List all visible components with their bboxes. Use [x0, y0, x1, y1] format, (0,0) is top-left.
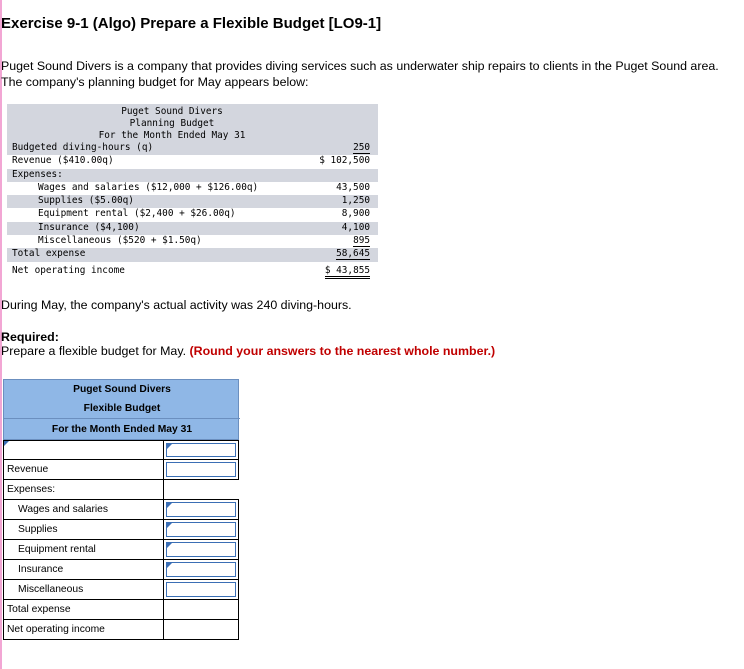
- supplies-label: Supplies: [4, 520, 164, 540]
- table-row: [4, 500, 239, 520]
- pb-row: Insurance ($4,100) 4,100: [7, 222, 378, 235]
- required-section: [1, 330, 495, 358]
- flexible-budget-header: [3, 379, 239, 440]
- activity-label-cell[interactable]: [4, 441, 164, 460]
- net-income-cell: [164, 620, 239, 640]
- input-flag-icon: [4, 441, 9, 446]
- supplies-cell[interactable]: [164, 520, 239, 540]
- fb-period: For the Month Ended May 31: [51, 424, 193, 435]
- input-flag-icon: [167, 563, 172, 568]
- pb-row: Expenses:: [7, 169, 378, 182]
- exercise-title: Exercise 9-1 (Algo) Prepare a Flexible Budget [LO9-1]: [1, 15, 382, 32]
- misc-input[interactable]: [166, 582, 236, 597]
- table-row: [4, 540, 239, 560]
- total-expense-label: Total expense: [4, 600, 164, 620]
- pb-row: Net operating income $ 43,855: [7, 262, 378, 278]
- fb-name: Flexible Budget: [83, 403, 161, 414]
- pb-name: Planning Budget: [129, 118, 215, 129]
- table-row: [4, 520, 239, 540]
- insurance-label: Insurance: [4, 560, 164, 580]
- net-income-label: Net operating income: [4, 620, 164, 640]
- equipment-input[interactable]: [166, 542, 236, 557]
- revenue-label: Revenue: [4, 460, 164, 480]
- pb-row: Budgeted diving-hours (q) 250: [7, 142, 378, 155]
- actual-activity-text: During May, the company's actual activity was 240 diving-hours.: [1, 298, 352, 312]
- input-flag-icon: [167, 503, 172, 508]
- equipment-label: Equipment rental: [4, 540, 164, 560]
- pb-row: Revenue ($410.00q) $ 102,500: [12, 155, 370, 167]
- supplies-input[interactable]: [166, 522, 236, 537]
- wages-cell[interactable]: [164, 500, 239, 520]
- required-instruction: Prepare a flexible budget for May. (Round your answers to the nearest whole number.): [1, 344, 496, 358]
- activity-value-cell[interactable]: [164, 441, 239, 460]
- table-row: [4, 580, 239, 600]
- pb-period: For the Month Ended May 31: [98, 130, 246, 141]
- table-row: [4, 600, 239, 620]
- pb-company: Puget Sound Divers: [121, 106, 223, 117]
- table-row: [4, 620, 239, 640]
- table-row: [4, 460, 239, 480]
- wages-input[interactable]: [166, 502, 236, 517]
- insurance-input[interactable]: [166, 562, 236, 577]
- fb-company: Puget Sound Divers: [73, 384, 171, 395]
- planning-budget: [7, 104, 378, 278]
- planning-budget-header: [7, 104, 378, 142]
- table-row: [4, 560, 239, 580]
- expenses-blank: [164, 480, 239, 500]
- insurance-cell[interactable]: [164, 560, 239, 580]
- misc-label: Miscellaneous: [4, 580, 164, 600]
- wages-label: Wages and salaries: [4, 500, 164, 520]
- equipment-cell[interactable]: [164, 540, 239, 560]
- rounding-note: (Round your answers to the nearest whole number.): [189, 344, 496, 358]
- required-label: Required:: [1, 330, 59, 344]
- header-divider: [4, 418, 240, 419]
- pb-row: Supplies ($5.00q) 1,250: [7, 195, 378, 208]
- pb-row: Total expense 58,645: [7, 248, 378, 261]
- input-flag-icon: [167, 543, 172, 548]
- pb-row: Equipment rental ($2,400 + $26.00q) 8,900: [38, 208, 370, 220]
- table-row: [4, 480, 239, 500]
- input-flag-icon: [167, 444, 172, 449]
- expenses-label: Expenses:: [4, 480, 164, 500]
- table-row: [4, 441, 239, 460]
- misc-cell[interactable]: [164, 580, 239, 600]
- pb-row: Miscellaneous ($520 + $1.50q) 895: [38, 235, 370, 247]
- revenue-cell[interactable]: [164, 460, 239, 480]
- activity-input[interactable]: [166, 443, 236, 457]
- revenue-input[interactable]: [166, 462, 236, 477]
- flexible-budget-table: [3, 379, 239, 640]
- pb-row: Wages and salaries ($12,000 + $126.00q) 43,500: [38, 181, 370, 193]
- flexible-budget-grid: [3, 440, 239, 640]
- total-expense-cell: [164, 600, 239, 620]
- input-flag-icon: [167, 523, 172, 528]
- intro-text: Puget Sound Divers is a company that provides diving services such as underwater ship repairs to clients in the Puget Sound area. The company's planning budget for May appears below:: [1, 59, 719, 89]
